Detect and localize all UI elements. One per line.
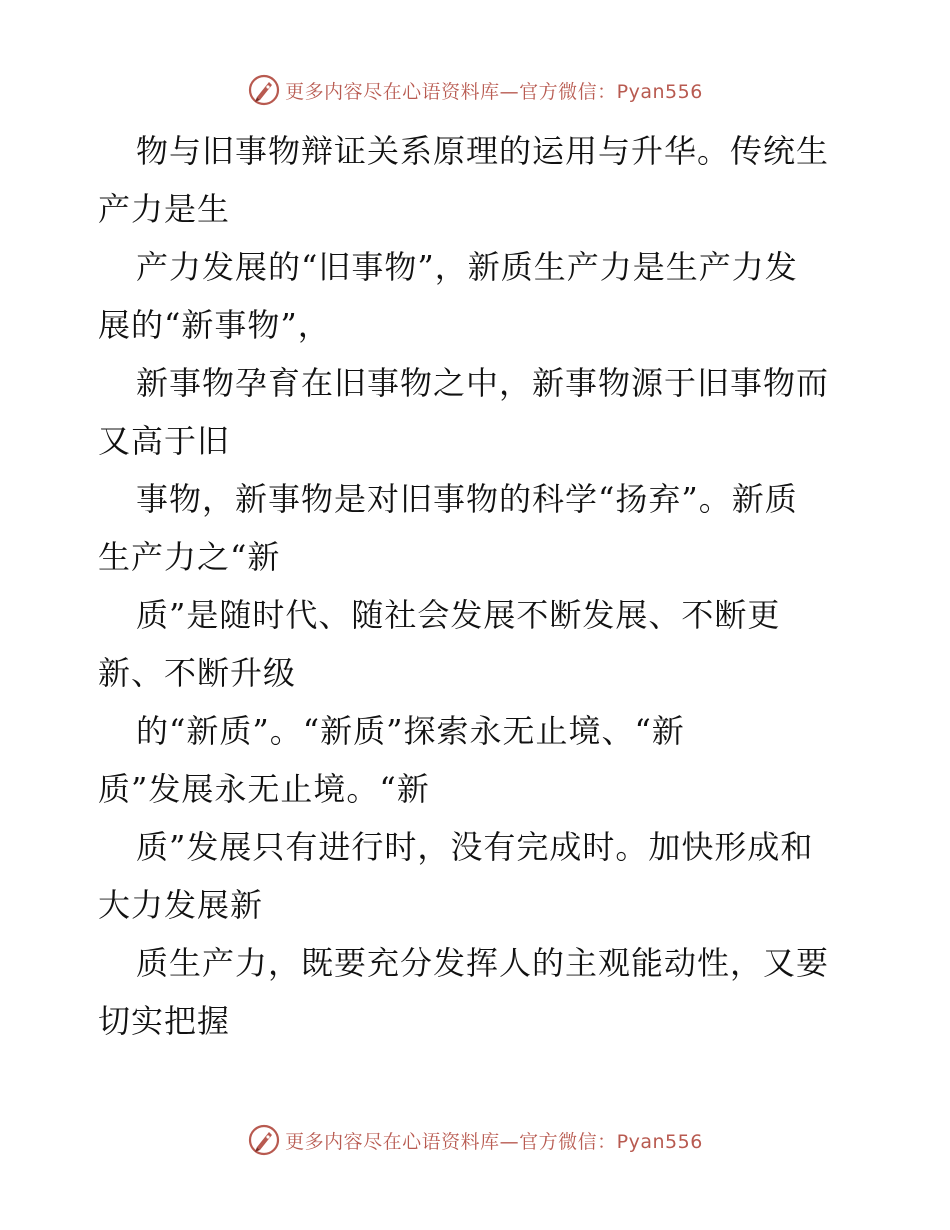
pen-quill-logo-icon (247, 73, 281, 107)
text-line: 质”是随时代、随社会发展不断发展、不断更 (136, 596, 781, 634)
text-line: 展的“新事物”， (98, 306, 331, 344)
text-line: 又高于旧 (98, 422, 231, 460)
text-line: 产力是生 (98, 190, 231, 228)
text-line: 的“新质”。“新质”探索永无止境、“新 (136, 712, 685, 750)
text-line: 质生产力，既要充分发挥人的主观能动性，又要 (136, 944, 830, 982)
header-banner-text: 更多内容尽在心语资料库—官方微信：Pyan556 (285, 80, 703, 103)
body-text (98, 122, 858, 1050)
pen-quill-logo-icon (247, 1123, 281, 1157)
footer-banner (0, 1120, 950, 1160)
text-line: 质”发展永无止境。“新 (98, 770, 430, 808)
text-line: 物与旧事物辩证关系原理的运用与升华。传统生 (136, 132, 830, 170)
text-line: 新、不断升级 (98, 654, 297, 692)
text-line: 大力发展新 (98, 886, 264, 924)
text-line: 切实把握 (98, 1002, 231, 1040)
text-line: 事物，新事物是对旧事物的科学“扬弃”。新质 (136, 480, 798, 518)
text-line: 质”发展只有进行时，没有完成时。加快形成和 (136, 828, 814, 866)
footer-banner-text: 更多内容尽在心语资料库—官方微信：Pyan556 (285, 1130, 703, 1153)
text-line: 新事物孕育在旧事物之中，新事物源于旧事物而 (136, 364, 830, 402)
text-line: 产力发展的“旧事物”，新质生产力是生产力发 (136, 248, 798, 286)
text-line: 生产力之“新 (98, 538, 281, 576)
header-banner (0, 70, 950, 110)
